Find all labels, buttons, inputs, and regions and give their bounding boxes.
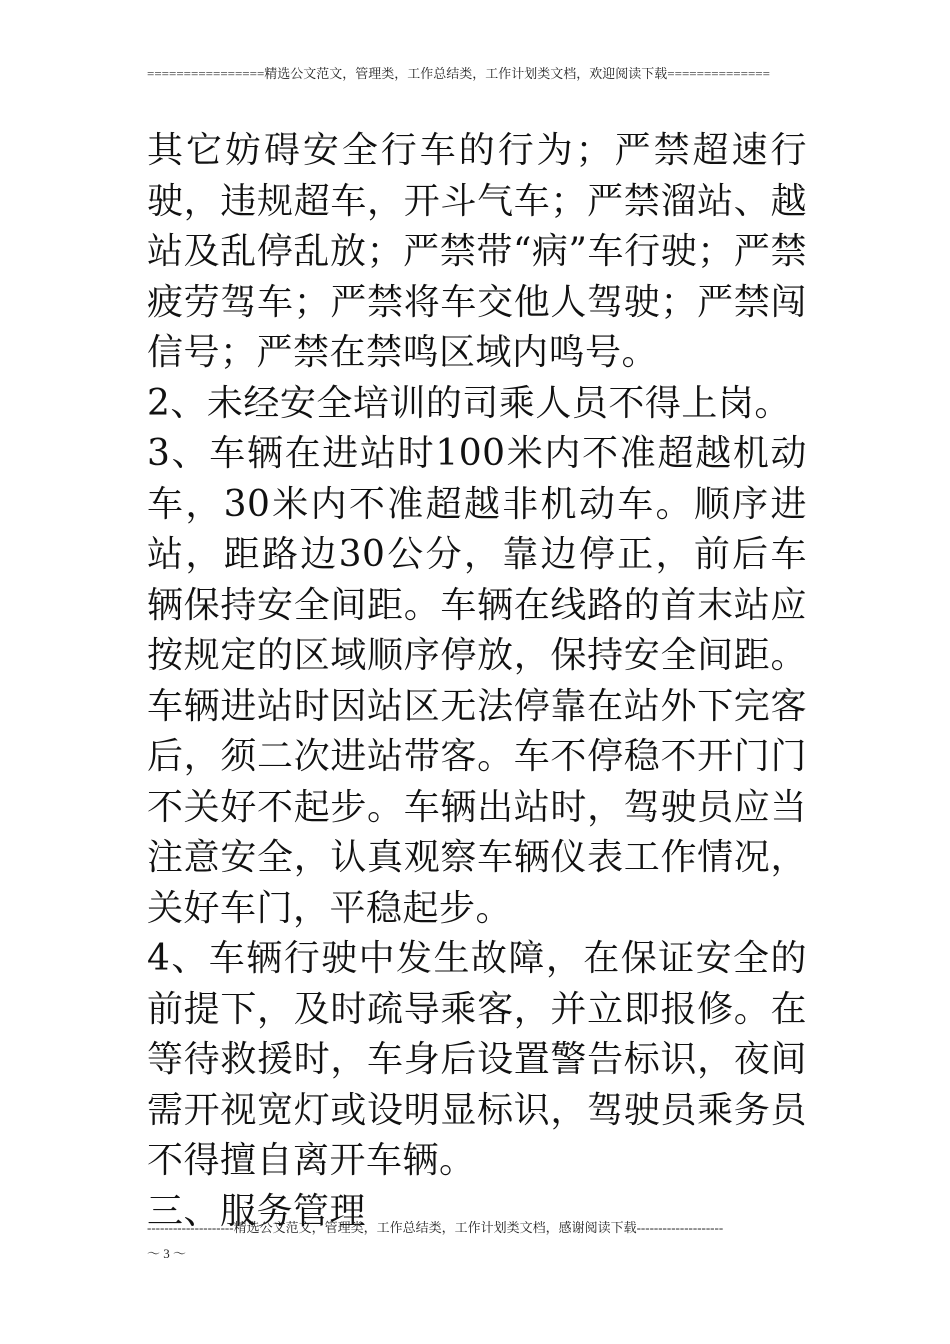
document-body <box>147 126 807 1237</box>
section-heading: 三、服务管理 <box>147 1190 367 1232</box>
page-number: ～ 3 ～ <box>147 1246 187 1261</box>
page-header: ================精选公文范文，管理类，工作总结类，工作计划类文档，欢迎阅读下载============== <box>147 66 770 81</box>
paragraph-3: 3、车辆在进站时100米内不准超越机动车，30米内不准超越非机动车。顺序进站，距路边30公分，靠边停正，前后车辆保持安全间距。车辆在线路的首末站应按规定的区域顺序停放，保持安全间距。车辆进站时因站区无法停靠在站外下完客后，须二次进站带客。车不停稳不开门门不关好不起步。车辆出站时，驾驶员应当注意安全，认真观察车辆仪表工作情况，关好车门，平稳起步。 <box>147 433 807 929</box>
paragraph-4: 4、车辆行驶中发生故障，在保证安全的前提下，及时疏导乘客，并立即报修。在等待救援时，车身后设置警告标识，夜间需开视宽灯或设明显标识，驾驶员乘务员不得擅自离开车辆。 <box>147 938 807 1181</box>
paragraph-2: 2、未经安全培训的司乘人员不得上岗。 <box>147 382 791 424</box>
page-footer: --------------------精选公文范文，管理类，工作总结类，工作计划类文档，感谢阅读下载-------------------- <box>147 1220 724 1235</box>
paragraph-1: 其它妨碍安全行车的行为；严禁超速行驶，违规超车，开斗气车；严禁溜站、越站及乱停乱放；严禁带“病”车行驶；严禁疲劳驾车；严禁将车交他人驾驶；严禁闯信号；严禁在禁鸣区域内鸣号。 <box>147 130 807 373</box>
